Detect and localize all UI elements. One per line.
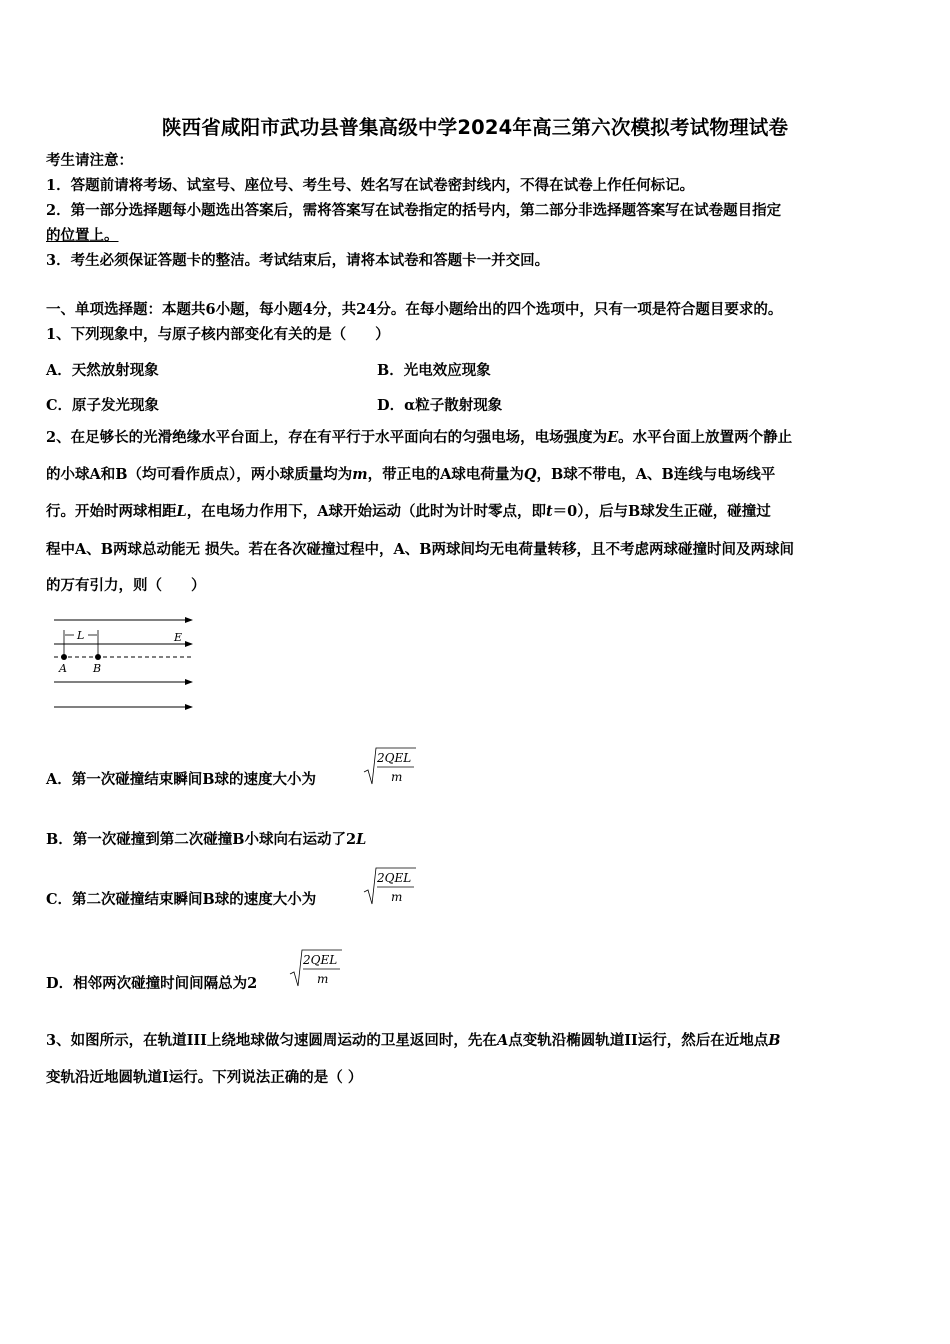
q1-stem: 1、下列现象中，与原子核内部变化有关的是（ ）: [46, 326, 390, 343]
figure-label-e: E: [174, 631, 183, 644]
q2-line-3b: ，在电场力作用下，A球开始运动（此时为计时零点，即: [186, 503, 546, 520]
q2-option-d-sqrt: [288, 946, 344, 990]
q2-line-2b: ，带正电的A球电荷量为: [367, 466, 524, 483]
notice-item-2-cont-text: 的位置上。: [46, 227, 119, 244]
q2-line-1b: 。水平台面上放置两个静止: [618, 429, 793, 446]
section-1-heading: 一、单项选择题：本题共6小题，每小题4分，共24分。在每小题给出的四个选项中，只有一项是符合题目要求的。: [46, 301, 783, 318]
q2-line-2a: 的小球A和B（均可看作质点），两小球质量均为: [46, 466, 353, 483]
q2-line-2c: ，B球不带电，A、B连线与电场线平: [536, 466, 776, 483]
q3-var-b: B: [768, 1032, 781, 1049]
q2-line-1a: 2、在足够长的光滑绝缘水平台面上，存在有平行于水平面向右的匀强电场，电场强度为: [46, 429, 608, 446]
q2-option-d: D．相邻两次碰撞时间间隔总为2: [46, 975, 258, 992]
q2-var-m: m: [352, 466, 368, 483]
figure-label-l: L: [77, 629, 85, 642]
q3-line-2: 变轨沿近地圆轨道I运行。下列说法正确的是（ ）: [46, 1069, 363, 1086]
q2-field-figure: [48, 610, 198, 715]
q2-option-c-sqrt: [362, 864, 418, 908]
option-d-denominator: m: [317, 972, 329, 986]
q1-option-b: B．光电效应现象: [377, 362, 491, 379]
q2-option-b-text: B．第一次碰撞到第二次碰撞B小球向右运动了2: [46, 831, 357, 848]
q2-option-a-sqrt: [362, 744, 418, 788]
q1-option-c: C．原子发光现象: [46, 397, 160, 414]
notice-heading: 考生请注意：: [46, 152, 133, 169]
notice-item-2-cont: [46, 226, 119, 246]
q2-var-l: L: [176, 503, 187, 520]
option-d-numerator: 2QEL: [303, 953, 338, 967]
q2-line-4: 程中A、B两球总动能无 损失。若在各次碰撞过程中，A、B两球间均无电荷量转移，且不考虑两球碰撞时间及两球间: [46, 541, 795, 558]
ball-b: [95, 654, 101, 660]
page-title: 陕西省咸阳市武功县普集高级中学2024年高三第六次模拟考试物理试卷: [161, 116, 789, 139]
q2-line-1: [46, 428, 792, 448]
q3-line-1b: 点变轨沿椭圆轨道II运行，然后在近地点: [508, 1032, 769, 1049]
q1-option-d: D．α粒子散射现象: [377, 397, 503, 414]
q2-line-3a: 行。开始时两球相距: [46, 503, 177, 520]
q2-var-q: Q: [523, 466, 537, 483]
option-a-denominator: m: [391, 770, 403, 784]
figure-label-a: A: [59, 662, 67, 675]
figure-label-b: B: [93, 662, 102, 675]
q2-var-e: E: [607, 429, 619, 446]
option-a-numerator: 2QEL: [377, 751, 412, 765]
notice-item-1: 1．答题前请将考场、试室号、座位号、考生号、姓名写在试卷密封线内，不得在试卷上作任何标记。: [46, 177, 695, 194]
ball-a: [61, 654, 67, 660]
q2-option-b: [46, 828, 366, 849]
q3-line-1a: 3、如图所示，在轨道III上绕地球做匀速圆周运动的卫星返回时，先在: [46, 1032, 497, 1049]
q2-option-c: C．第二次碰撞结束瞬间B球的速度大小为: [46, 891, 317, 908]
q2-line-3c: ＝0），后与B球发生正碰，碰撞过: [552, 503, 771, 520]
q2-var-t: t: [545, 503, 553, 520]
option-c-denominator: m: [391, 890, 403, 904]
q3-var-a: A: [496, 1032, 509, 1049]
q2-line-3: [46, 502, 771, 522]
q1-option-a: A．天然放射现象: [46, 362, 159, 379]
q2-line-2: [46, 465, 775, 485]
notice-item-3: 3．考生必须保证答题卡的整洁。考试结束后，请将本试卷和答题卡一并交回。: [46, 252, 550, 269]
notice-item-2: 2．第一部分选择题每小题选出答案后，需将答案写在试卷指定的括号内，第二部分非选择题答案写在试卷题目指定: [46, 202, 782, 219]
option-c-numerator: 2QEL: [377, 871, 412, 885]
q2-option-b-l: L: [356, 831, 367, 848]
q3-line-1: [46, 1031, 781, 1051]
q2-option-a: A．第一次碰撞结束瞬间B球的速度大小为: [46, 771, 317, 788]
q2-line-5: 的万有引力，则（ ）: [46, 577, 206, 594]
